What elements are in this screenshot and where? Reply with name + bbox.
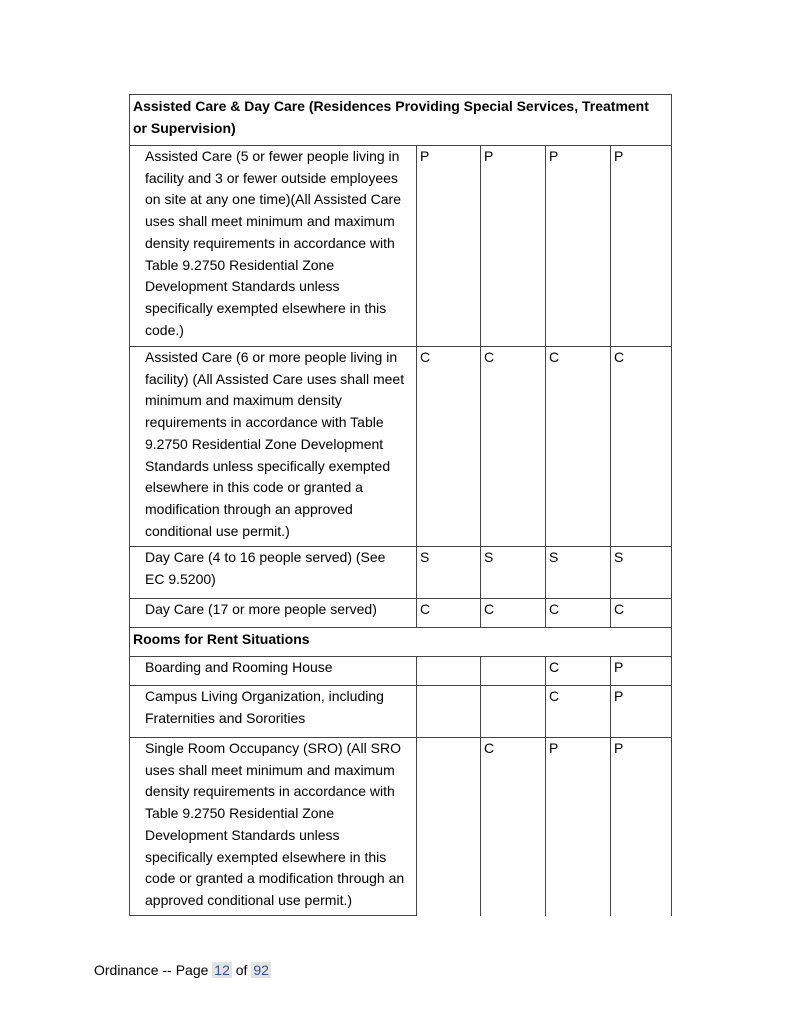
table-row <box>130 347 672 547</box>
use-description: Assisted Care (5 or fewer people living in facility and 3 or fewer outside employees on site at any one time)(All Assisted Care uses shall meet minimum and maximum density requirements in accordance with Table 9.2750 Residential Zone Development Standards unless specifically exempted elsewhere in this code.) <box>130 146 417 347</box>
page-footer <box>94 962 271 978</box>
zone-permission-cell: P <box>417 146 481 347</box>
zone-permission-cell: C <box>417 347 481 547</box>
zone-permission-cell: C <box>611 347 672 547</box>
zone-permission-cell: S <box>546 547 611 599</box>
zone-permission-cell: C <box>417 599 481 628</box>
zone-permission-cell: C <box>546 599 611 628</box>
use-description: Day Care (4 to 16 people served) (See EC 9.5200) <box>130 547 417 599</box>
zone-permission-cell: P <box>546 738 611 916</box>
zone-permission-cell <box>481 657 546 686</box>
use-description: Boarding and Rooming House <box>130 657 417 686</box>
zone-permission-cell <box>417 686 481 738</box>
use-description: Campus Living Organization, including Fraternities and Sororities <box>130 686 417 738</box>
section-title: Assisted Care & Day Care (Residences Providing Special Services, Treatment or Supervision) <box>130 95 672 146</box>
table-row <box>130 599 672 628</box>
section-header-row <box>130 95 672 146</box>
zone-permission-cell: P <box>611 738 672 916</box>
zone-permission-cell: C <box>611 599 672 628</box>
table-row <box>130 686 672 738</box>
zone-permission-cell: C <box>546 686 611 738</box>
total-pages: 92 <box>253 962 269 978</box>
zone-permission-cell: P <box>481 146 546 347</box>
zone-permission-cell: P <box>611 657 672 686</box>
land-use-table <box>129 94 672 916</box>
zone-permission-cell: C <box>481 738 546 916</box>
zone-permission-cell: S <box>611 547 672 599</box>
zone-permission-cell: P <box>546 146 611 347</box>
use-description: Single Room Occupancy (SRO) (All SRO uses shall meet minimum and maximum density requirements in accordance with Table 9.2750 Residential Zone Development Standards unless specifically exempted elsewhere in this code or granted a modification through an approved conditional use permit.) <box>130 738 417 916</box>
use-description: Day Care (17 or more people served) <box>130 599 417 628</box>
zone-permission-cell <box>417 657 481 686</box>
zone-permission-cell: C <box>481 347 546 547</box>
table-row <box>130 738 672 916</box>
table-row <box>130 547 672 599</box>
page-number: 12 <box>214 962 230 978</box>
zone-permission-cell: P <box>611 146 672 347</box>
zone-permission-cell: C <box>481 599 546 628</box>
zone-permission-cell: P <box>611 686 672 738</box>
zone-permission-cell <box>481 686 546 738</box>
zone-permission-cell <box>417 738 481 916</box>
zone-permission-cell: C <box>546 347 611 547</box>
table-row <box>130 146 672 347</box>
footer-label: Ordinance -- Page <box>94 962 209 978</box>
section-header-row <box>130 628 672 657</box>
zone-permission-cell: S <box>481 547 546 599</box>
use-description: Assisted Care (6 or more people living in facility) (All Assisted Care uses shall meet minimum and maximum density requirements in accordance with Table 9.2750 Residential Zone Development Standards unless specifically exempted elsewhere in this code or granted a modification through an approved conditional use permit.) <box>130 347 417 547</box>
zone-permission-cell: S <box>417 547 481 599</box>
table-row <box>130 657 672 686</box>
zone-permission-cell: C <box>546 657 611 686</box>
footer-of: of <box>235 962 248 978</box>
section-title: Rooms for Rent Situations <box>130 628 672 657</box>
